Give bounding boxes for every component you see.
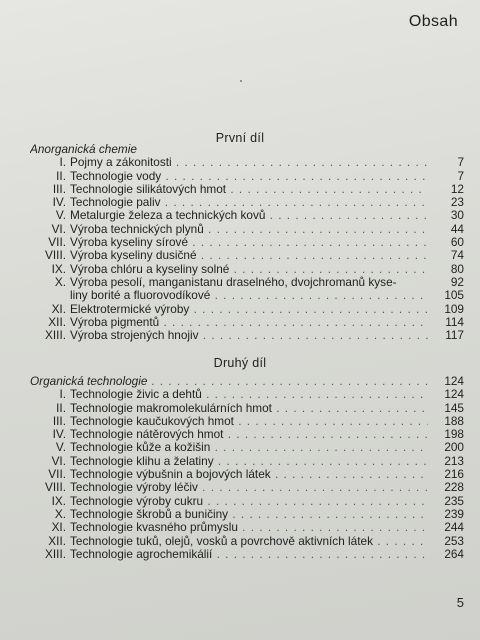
entry-title: Technologie klihu a želatiny . . . [70, 455, 428, 468]
entry-number: V. [55, 440, 66, 455]
toc-entry [8, 428, 468, 441]
entry-number: IX. [51, 261, 66, 276]
entry-number: I. [59, 387, 66, 402]
entry-title: Technologie paliv . . . [70, 196, 428, 209]
entry-number: IV. [52, 427, 66, 442]
entry-page: 7 [457, 155, 464, 170]
print-speck [240, 80, 242, 82]
entry-page: 264 [444, 546, 464, 561]
entry-page: 114 [445, 314, 464, 329]
entry-title: Technologie kvasného průmyslu . . . [70, 521, 428, 534]
entry-title: Výroba technických plynů . . . [70, 223, 428, 236]
entry-title: Metalurgie železa a technických kovů . . . [70, 209, 428, 222]
entry-page: 213 [444, 453, 464, 468]
toc-entry [8, 196, 468, 209]
entry-title: Výroba kyseliny sírové . . . [70, 236, 428, 249]
toc-entry [8, 548, 468, 561]
toc-entry [8, 455, 468, 468]
entry-number: III. [52, 413, 66, 428]
toc-entry [8, 329, 468, 342]
entry-number: VII. [48, 235, 66, 250]
section-page: 124 [444, 374, 464, 388]
entry-number: V. [55, 208, 66, 223]
entry-page: 30 [450, 208, 464, 223]
entry-page: 74 [450, 248, 464, 263]
toc-entry [8, 209, 468, 222]
entry-number: VI. [51, 453, 66, 468]
entry-page: 124 [444, 387, 464, 402]
entry-title: Elektrotermické výroby . . . [70, 303, 428, 316]
entry-title: Technologie vody . . . [70, 170, 428, 183]
toc-entry [8, 535, 468, 548]
page-number: 5 [456, 595, 464, 610]
toc-entry [8, 441, 468, 454]
entry-title: Technologie výroby cukru . . . [70, 495, 428, 508]
entry-number: IX. [51, 493, 66, 508]
toc-part-2 [8, 375, 468, 561]
entry-page: 244 [444, 520, 464, 535]
toc-entry [8, 468, 468, 481]
toc-part-1 [8, 143, 468, 342]
toc-entry [8, 276, 468, 289]
entry-number: XIII. [45, 546, 66, 561]
toc-entry [8, 508, 468, 521]
entry-page: 239 [444, 506, 464, 521]
entry-number: VI. [51, 221, 66, 236]
entry-number: I. [59, 155, 66, 170]
entry-title: Technologie výroby léčiv . . . [70, 481, 428, 494]
entry-number: VIII. [45, 480, 66, 495]
entry-number: XII. [48, 533, 66, 548]
entry-page: 80 [450, 261, 464, 276]
entry-page: 12 [450, 181, 464, 196]
toc-entry [8, 249, 468, 262]
entry-title: Výroba pesolí, manganistanu draselného, dvojchromanů kyse- [70, 275, 397, 289]
entry-page: 105 [444, 288, 464, 303]
entry-title: Technologie makromolekulárních hmot . . . [70, 402, 428, 415]
toc-section-heading [8, 375, 468, 388]
toc-entry [8, 236, 468, 249]
entry-page: 188 [444, 413, 464, 428]
entry-page: 253 [444, 533, 464, 548]
entry-number: XII. [48, 314, 66, 329]
entry-page: 117 [445, 328, 464, 343]
entry-title: Technologie silikátových hmot . . . [70, 183, 428, 196]
entry-title: Technologie agrochemikálií . . . [70, 548, 428, 561]
entry-number: II. [56, 400, 66, 415]
entry-title: Výroba kyseliny dusičné . . . [70, 249, 428, 262]
toc-entry [8, 402, 468, 415]
entry-number: X. [54, 274, 66, 289]
entry-page: 7 [457, 168, 464, 183]
entry-page: 109 [444, 301, 464, 316]
entry-title: Technologie škrobů a buničiny . . . [70, 508, 428, 521]
toc-entry [8, 223, 468, 236]
toc-entry [8, 415, 468, 428]
toc-entry [8, 388, 468, 401]
entry-number: III. [52, 181, 66, 196]
toc-entry [8, 316, 468, 329]
toc-entry [8, 521, 468, 534]
entry-page: 235 [444, 493, 464, 508]
entry-page: 228 [444, 480, 464, 495]
entry-number: XI. [51, 520, 66, 535]
toc-entry [8, 156, 468, 169]
entry-number: VIII. [45, 248, 66, 263]
entry-page: 23 [450, 195, 464, 210]
entry-page: 200 [444, 440, 464, 455]
entry-page: 216 [444, 467, 464, 482]
entry-page: 44 [450, 221, 464, 236]
entry-title: Technologie kůže a kožišin . . . [70, 441, 428, 454]
entry-title: Technologie výbušnin a bojových látek . . . [70, 468, 428, 481]
section-title: Organická technologie . . . [30, 375, 428, 388]
entry-title: Technologie kaučukových hmot . . . [70, 415, 428, 428]
entry-page: 198 [444, 427, 464, 442]
toc-entry [8, 170, 468, 183]
part-title-2: Druhý díl [213, 356, 267, 370]
entry-title: Výroba chlóru a kyseliny solné . . . [70, 263, 428, 276]
entry-number: II. [56, 168, 66, 183]
toc-section-heading [8, 143, 468, 156]
toc-entry [8, 263, 468, 276]
entry-title: Výroba strojených hnojiv . . . [70, 329, 428, 342]
toc-entry [8, 303, 468, 316]
toc-entry [8, 183, 468, 196]
part-title-1: První díl [215, 131, 265, 145]
entry-title: Výroba pigmentů . . . [70, 316, 428, 329]
entry-page: 92 [450, 274, 464, 289]
entry-number: X. [54, 506, 66, 521]
entry-title: Technologie živic a dehtů . . . [70, 388, 428, 401]
entry-page: 60 [450, 235, 464, 250]
toc-entry-continuation [8, 289, 468, 302]
entry-title: Pojmy a zákonitosti . . . [70, 156, 428, 169]
entry-number: XI. [51, 301, 66, 316]
toc-entry [8, 481, 468, 494]
running-header: Obsah [408, 13, 458, 30]
entry-page: 145 [444, 400, 464, 415]
entry-number: IV. [52, 195, 66, 210]
toc-entry [8, 495, 468, 508]
entry-title: Technologie nátěrových hmot . . . [70, 428, 428, 441]
entry-title: Technologie tuků, olejů, vosků a povrchově aktivních látek . . . [70, 535, 428, 548]
section-title: Anorganická chemie [30, 143, 137, 156]
entry-title: liny borité a fluorovodíkové . . . [70, 289, 428, 302]
entry-number: VII. [48, 467, 66, 482]
entry-number: XIII. [45, 328, 66, 343]
